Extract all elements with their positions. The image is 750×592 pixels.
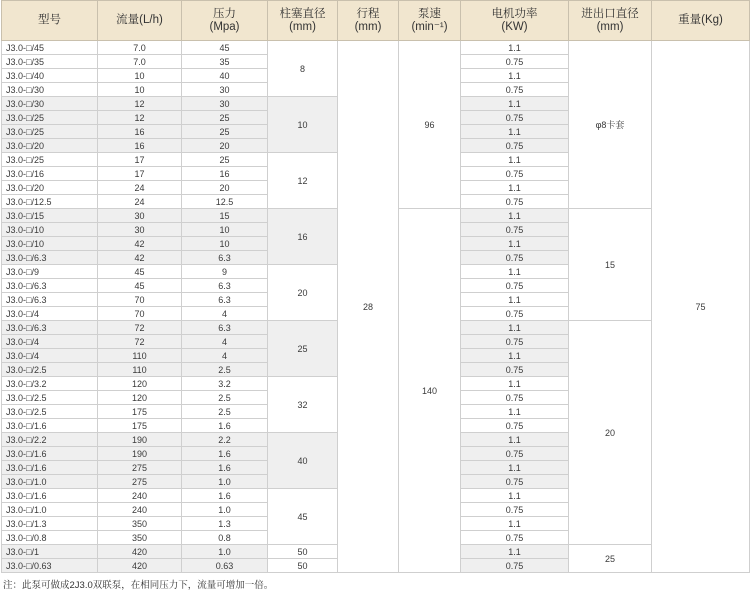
model-cell: J3.0-□/0.63 — [2, 559, 98, 573]
flow-cell: 16 — [98, 139, 182, 153]
pressure-cell: 30 — [182, 97, 268, 111]
motor-power-cell: 0.75 — [461, 447, 569, 461]
motor-power-cell: 0.75 — [461, 195, 569, 209]
pressure-cell: 10 — [182, 237, 268, 251]
header-weight — [652, 1, 750, 41]
pressure-cell: 1.6 — [182, 489, 268, 503]
motor-power-cell: 0.75 — [461, 391, 569, 405]
motor-power-cell: 1.1 — [461, 97, 569, 111]
model-cell: J3.0-□/1.6 — [2, 419, 98, 433]
motor-power-cell: 0.75 — [461, 111, 569, 125]
motor-power-cell: 0.75 — [461, 139, 569, 153]
flow-cell: 275 — [98, 475, 182, 489]
pump-speed-cell: 140 — [399, 209, 461, 573]
header-stroke-line: (mm) — [354, 20, 382, 33]
flow-cell: 72 — [98, 321, 182, 335]
stroke-cell: 28 — [338, 41, 399, 573]
pressure-cell: 0.8 — [182, 531, 268, 545]
model-cell: J3.0-□/6.3 — [2, 279, 98, 293]
header-stroke-line: 行程 — [356, 7, 380, 20]
model-cell: J3.0-□/4 — [2, 335, 98, 349]
model-cell: J3.0-□/25 — [2, 153, 98, 167]
pressure-cell: 1.3 — [182, 517, 268, 531]
flow-cell: 240 — [98, 489, 182, 503]
model-cell: J3.0-□/6.3 — [2, 321, 98, 335]
model-cell: J3.0-□/6.3 — [2, 293, 98, 307]
motor-power-cell: 0.75 — [461, 307, 569, 321]
header-model-line: 型号 — [38, 14, 61, 26]
footnote: 注：此泵可做成2J3.0双联泵，在相同压力下，流量可增加一倍。 — [3, 580, 274, 591]
model-cell: J3.0-□/2.5 — [2, 405, 98, 419]
motor-power-cell: 1.1 — [461, 153, 569, 167]
model-cell: J3.0-□/12.5 — [2, 195, 98, 209]
flow-cell: 240 — [98, 503, 182, 517]
pressure-cell: 6.3 — [182, 279, 268, 293]
motor-power-cell: 1.1 — [461, 405, 569, 419]
plunger-diameter-cell: 25 — [268, 321, 338, 377]
pressure-cell: 15 — [182, 209, 268, 223]
flow-cell: 12 — [98, 111, 182, 125]
motor-power-cell: 0.75 — [461, 83, 569, 97]
pressure-cell: 3.2 — [182, 377, 268, 391]
header-port-diameter-line: (mm) — [596, 20, 624, 33]
plunger-diameter-cell: 8 — [268, 41, 338, 97]
motor-power-cell: 1.1 — [461, 461, 569, 475]
flow-cell: 17 — [98, 167, 182, 181]
header-motor-power-line: (KW) — [501, 20, 528, 33]
motor-power-cell: 1.1 — [461, 69, 569, 83]
flow-cell: 350 — [98, 531, 182, 545]
header-motor-power-line: 电机功率 — [491, 7, 538, 20]
model-cell: J3.0-□/9 — [2, 265, 98, 279]
header-row — [2, 1, 750, 41]
flow-cell: 12 — [98, 97, 182, 111]
model-cell: J3.0-□/35 — [2, 55, 98, 69]
motor-power-cell: 1.1 — [461, 517, 569, 531]
pressure-cell: 20 — [182, 139, 268, 153]
model-cell: J3.0-□/45 — [2, 41, 98, 55]
model-cell: J3.0-□/1 — [2, 545, 98, 559]
model-cell: J3.0-□/4 — [2, 307, 98, 321]
motor-power-cell: 0.75 — [461, 251, 569, 265]
table-body — [2, 41, 750, 573]
model-cell: J3.0-□/1.6 — [2, 461, 98, 475]
flow-cell: 16 — [98, 125, 182, 139]
flow-cell: 10 — [98, 69, 182, 83]
motor-power-cell: 1.1 — [461, 545, 569, 559]
flow-cell: 24 — [98, 195, 182, 209]
plunger-diameter-cell: 40 — [268, 433, 338, 489]
flow-cell: 120 — [98, 377, 182, 391]
pressure-cell: 2.5 — [182, 363, 268, 377]
pressure-cell: 40 — [182, 69, 268, 83]
header-model — [2, 1, 98, 41]
motor-power-cell: 1.1 — [461, 293, 569, 307]
pressure-cell: 30 — [182, 83, 268, 97]
motor-power-cell: 1.1 — [461, 181, 569, 195]
pressure-cell: 6.3 — [182, 251, 268, 265]
port-diameter-cell: φ8卡套 — [569, 41, 652, 209]
header-pump-speed-line: (min⁻¹) — [411, 20, 448, 33]
motor-power-cell: 0.75 — [461, 419, 569, 433]
pressure-cell: 1.0 — [182, 475, 268, 489]
pressure-cell: 4 — [182, 335, 268, 349]
flow-cell: 42 — [98, 251, 182, 265]
flow-cell: 190 — [98, 433, 182, 447]
motor-power-cell: 1.1 — [461, 265, 569, 279]
flow-cell: 420 — [98, 559, 182, 573]
model-cell: J3.0-□/1.0 — [2, 475, 98, 489]
plunger-diameter-cell: 50 — [268, 559, 338, 573]
pressure-cell: 1.6 — [182, 419, 268, 433]
model-cell: J3.0-□/1.3 — [2, 517, 98, 531]
flow-cell: 10 — [98, 83, 182, 97]
flow-cell: 30 — [98, 223, 182, 237]
plunger-diameter-cell: 45 — [268, 489, 338, 545]
pressure-cell: 12.5 — [182, 195, 268, 209]
pressure-cell: 6.3 — [182, 293, 268, 307]
model-cell: J3.0-□/0.8 — [2, 531, 98, 545]
header-pump-speed-line: 泵速 — [418, 7, 441, 20]
pressure-cell: 0.63 — [182, 559, 268, 573]
motor-power-cell: 1.1 — [461, 349, 569, 363]
model-cell: J3.0-□/1.0 — [2, 503, 98, 517]
pressure-cell: 1.0 — [182, 545, 268, 559]
header-pressure — [182, 1, 268, 41]
plunger-diameter-cell: 16 — [268, 209, 338, 265]
flow-cell: 120 — [98, 391, 182, 405]
header-plunger-diameter — [268, 1, 338, 41]
motor-power-cell: 0.75 — [461, 503, 569, 517]
pump-spec-table — [1, 0, 750, 573]
model-cell: J3.0-□/20 — [2, 139, 98, 153]
model-cell: J3.0-□/25 — [2, 111, 98, 125]
flow-cell: 70 — [98, 307, 182, 321]
model-cell: J3.0-□/10 — [2, 223, 98, 237]
model-cell: J3.0-□/6.3 — [2, 251, 98, 265]
pressure-cell: 9 — [182, 265, 268, 279]
header-port-diameter-line: 进出口直径 — [581, 7, 639, 20]
flow-cell: 350 — [98, 517, 182, 531]
motor-power-cell: 0.75 — [461, 55, 569, 69]
pressure-cell: 16 — [182, 167, 268, 181]
model-cell: J3.0-□/15 — [2, 209, 98, 223]
model-cell: J3.0-□/2.5 — [2, 363, 98, 377]
port-diameter-cell: 20 — [569, 321, 652, 545]
flow-cell: 72 — [98, 335, 182, 349]
flow-cell: 190 — [98, 447, 182, 461]
plunger-diameter-cell: 50 — [268, 545, 338, 559]
pressure-cell: 2.5 — [182, 391, 268, 405]
motor-power-cell: 0.75 — [461, 559, 569, 573]
motor-power-cell: 1.1 — [461, 433, 569, 447]
pressure-cell: 45 — [182, 41, 268, 55]
model-cell: J3.0-□/1.6 — [2, 489, 98, 503]
motor-power-cell: 0.75 — [461, 167, 569, 181]
model-cell: J3.0-□/25 — [2, 125, 98, 139]
model-cell: J3.0-□/30 — [2, 83, 98, 97]
motor-power-cell: 1.1 — [461, 321, 569, 335]
motor-power-cell: 0.75 — [461, 475, 569, 489]
motor-power-cell: 1.1 — [461, 377, 569, 391]
model-cell: J3.0-□/3.2 — [2, 377, 98, 391]
pressure-cell: 4 — [182, 307, 268, 321]
pressure-cell: 2.2 — [182, 433, 268, 447]
flow-cell: 30 — [98, 209, 182, 223]
model-cell: J3.0-□/10 — [2, 237, 98, 251]
pressure-cell: 35 — [182, 55, 268, 69]
model-cell: J3.0-□/40 — [2, 69, 98, 83]
header-plunger-diameter-line: 柱塞直径 — [279, 7, 326, 20]
model-cell: J3.0-□/4 — [2, 349, 98, 363]
pressure-cell: 20 — [182, 181, 268, 195]
header-flow — [98, 1, 182, 41]
motor-power-cell: 0.75 — [461, 335, 569, 349]
motor-power-cell: 0.75 — [461, 279, 569, 293]
flow-cell: 110 — [98, 363, 182, 377]
header-plunger-diameter-line: (mm) — [289, 20, 316, 33]
flow-cell: 110 — [98, 349, 182, 363]
pressure-cell: 1.0 — [182, 503, 268, 517]
pressure-cell: 2.5 — [182, 405, 268, 419]
port-diameter-cell: 25 — [569, 545, 652, 573]
flow-cell: 17 — [98, 153, 182, 167]
model-cell: J3.0-□/1.6 — [2, 447, 98, 461]
pressure-cell: 25 — [182, 153, 268, 167]
model-cell: J3.0-□/2.5 — [2, 391, 98, 405]
header-port-diameter — [569, 1, 652, 41]
motor-power-cell: 0.75 — [461, 223, 569, 237]
motor-power-cell: 1.1 — [461, 209, 569, 223]
header-pump-speed — [399, 1, 461, 41]
pump-speed-cell: 96 — [399, 41, 461, 209]
motor-power-cell: 1.1 — [461, 237, 569, 251]
header-pressure-line: 压力 — [213, 7, 236, 20]
flow-cell: 7.0 — [98, 41, 182, 55]
motor-power-cell: 0.75 — [461, 531, 569, 545]
flow-cell: 70 — [98, 293, 182, 307]
table-row — [2, 41, 750, 55]
pressure-cell: 25 — [182, 125, 268, 139]
model-cell: J3.0-□/20 — [2, 181, 98, 195]
plunger-diameter-cell: 20 — [268, 265, 338, 321]
header-pressure-line: (Mpa) — [209, 20, 240, 33]
flow-cell: 42 — [98, 237, 182, 251]
flow-cell: 275 — [98, 461, 182, 475]
flow-cell: 24 — [98, 181, 182, 195]
flow-cell: 175 — [98, 405, 182, 419]
header-stroke — [338, 1, 399, 41]
plunger-diameter-cell: 32 — [268, 377, 338, 433]
pressure-cell: 6.3 — [182, 321, 268, 335]
plunger-diameter-cell: 12 — [268, 153, 338, 209]
header-flow-line: 流量(L/h) — [116, 14, 163, 26]
flow-cell: 420 — [98, 545, 182, 559]
flow-cell: 7.0 — [98, 55, 182, 69]
motor-power-cell: 0.75 — [461, 363, 569, 377]
plunger-diameter-cell: 10 — [268, 97, 338, 153]
pressure-cell: 1.6 — [182, 461, 268, 475]
pump-spec-table-container — [1, 0, 749, 573]
motor-power-cell: 1.1 — [461, 489, 569, 503]
model-cell: J3.0-□/2.2 — [2, 433, 98, 447]
pressure-cell: 1.6 — [182, 447, 268, 461]
motor-power-cell: 1.1 — [461, 41, 569, 55]
pressure-cell: 10 — [182, 223, 268, 237]
motor-power-cell: 1.1 — [461, 125, 569, 139]
port-diameter-cell: 15 — [569, 209, 652, 321]
pressure-cell: 4 — [182, 349, 268, 363]
header-motor-power — [461, 1, 569, 41]
model-cell: J3.0-□/30 — [2, 97, 98, 111]
flow-cell: 45 — [98, 265, 182, 279]
flow-cell: 45 — [98, 279, 182, 293]
header-weight-line: 重量(Kg) — [678, 14, 723, 26]
pressure-cell: 25 — [182, 111, 268, 125]
flow-cell: 175 — [98, 419, 182, 433]
weight-cell: 75 — [652, 41, 750, 573]
model-cell: J3.0-□/16 — [2, 167, 98, 181]
